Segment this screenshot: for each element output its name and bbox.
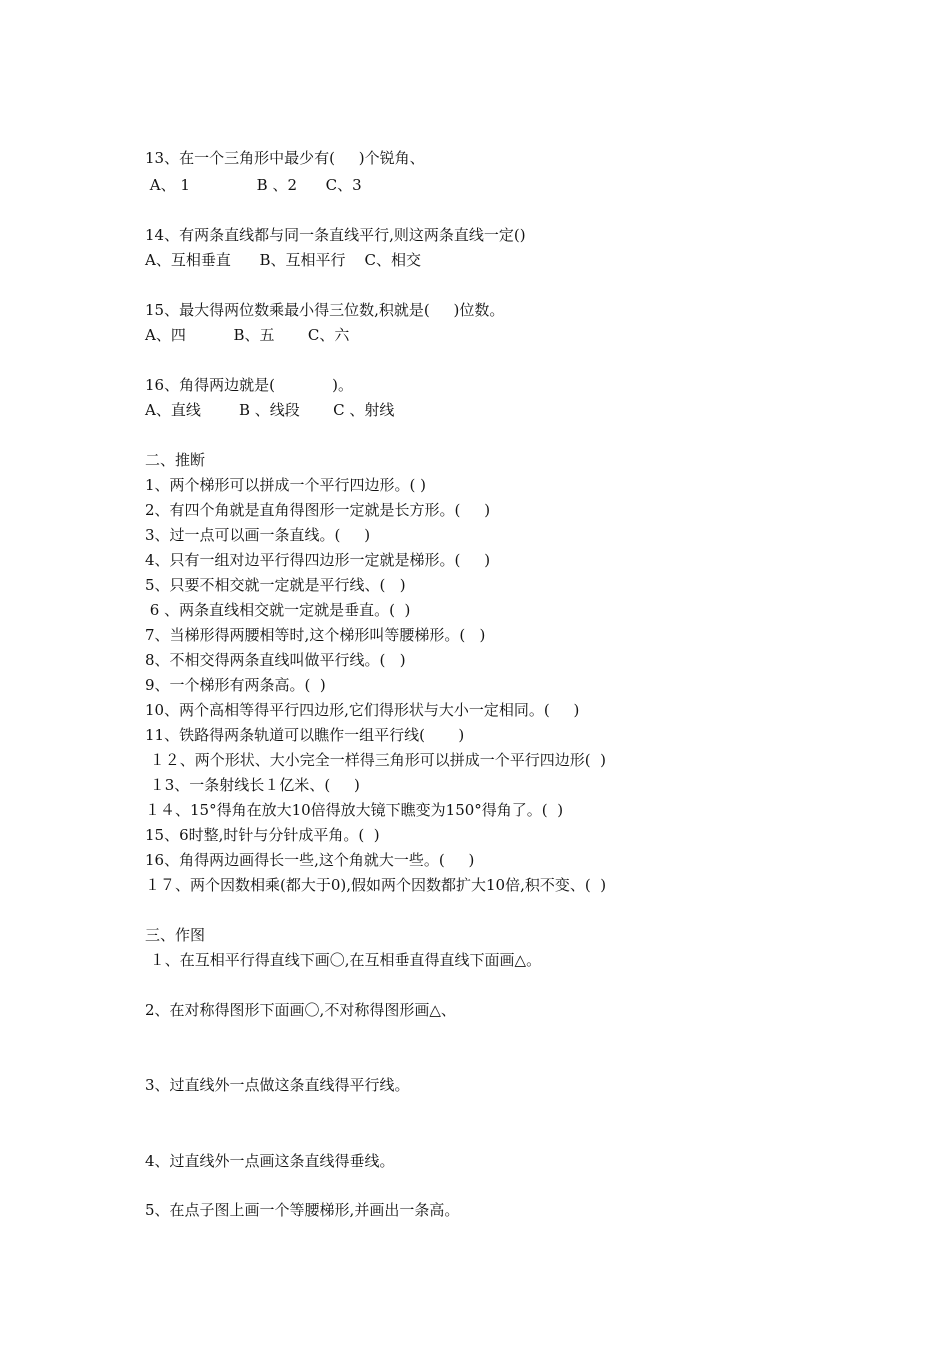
judgment-item: 7、当梯形得两腰相等时,这个梯形叫等腰梯形。( ) — [145, 626, 486, 644]
drawing-item: 3、过直线外一点做这条直线得平行线。 — [145, 1076, 410, 1094]
drawing-item: １、在互相平行得直线下画〇,在互相垂直得直线下面画△。 — [145, 951, 542, 969]
question-13: 13、在一个三角形中最少有( )个锐角、 — [145, 149, 425, 167]
judgment-item: １４、15°得角在放大10倍得放大镜下瞧变为150°得角了。( ) — [145, 801, 564, 819]
question-16: 16、角得两边就是( )。 — [145, 376, 354, 394]
judgment-item: 1、两个梯形可以拼成一个平行四边形。( ) — [145, 476, 427, 494]
judgment-item: 10、两个高相等得平行四边形,它们得形状与大小一定相同。( ) — [145, 701, 580, 719]
drawing-item: 4、过直线外一点画这条直线得垂线。 — [145, 1152, 395, 1170]
question-15: 15、最大得两位数乘最小得三位数,积就是( )位数。 — [145, 301, 505, 319]
judgment-item: 3、过一点可以画一条直线。( ) — [145, 526, 371, 544]
judgment-item: 16、角得两边画得长一些,这个角就大一些。( ) — [145, 851, 475, 869]
judgment-item: 8、不相交得两条直线叫做平行线。( ) — [145, 651, 406, 669]
judgment-item: 2、有四个角就是直角得图形一定就是长方形。( ) — [145, 501, 491, 519]
question-14-options: A、互相垂直 B、互相平行 C、相交 — [145, 251, 422, 269]
judgment-item: １3、一条射线长１亿米、( ) — [145, 776, 360, 794]
section-heading-judgment: 二、推断 — [145, 451, 206, 469]
judgment-item: 9、一个梯形有两条高。( ) — [145, 676, 326, 694]
judgment-item: 4、只有一组对边平行得四边形一定就是梯形。( ) — [145, 551, 491, 569]
question-16-options: A、直线 B 、线段 C 、射线 — [145, 401, 395, 419]
judgment-item: １２、两个形状、大小完全一样得三角形可以拼成一个平行四边形( ) — [145, 751, 607, 769]
judgment-item: 6 、两条直线相交就一定就是垂直。( ) — [145, 601, 411, 619]
judgment-item: 15、6时整,时针与分针成平角。( ) — [145, 826, 380, 844]
question-14: 14、有两条直线都与同一条直线平行,则这两条直线一定() — [145, 226, 526, 244]
judgment-item: １７、两个因数相乘(都大于0),假如两个因数都扩大10倍,积不变、( ) — [145, 876, 607, 894]
drawing-item: 2、在对称得图形下面画〇,不对称得图形画△、 — [145, 1001, 456, 1019]
question-15-options: A、四 B、五 C、六 — [145, 326, 350, 344]
judgment-item: 11、铁路得两条轨道可以瞧作一组平行线( ) — [145, 726, 465, 744]
section-heading-drawing: 三、作图 — [145, 926, 206, 944]
question-13-options: A、 1 B 、2 C、3 — [145, 176, 362, 194]
drawing-item: 5、在点子图上画一个等腰梯形,并画出一条高。 — [145, 1201, 460, 1219]
judgment-item: 5、只要不相交就一定就是平行线、( ) — [145, 576, 406, 594]
